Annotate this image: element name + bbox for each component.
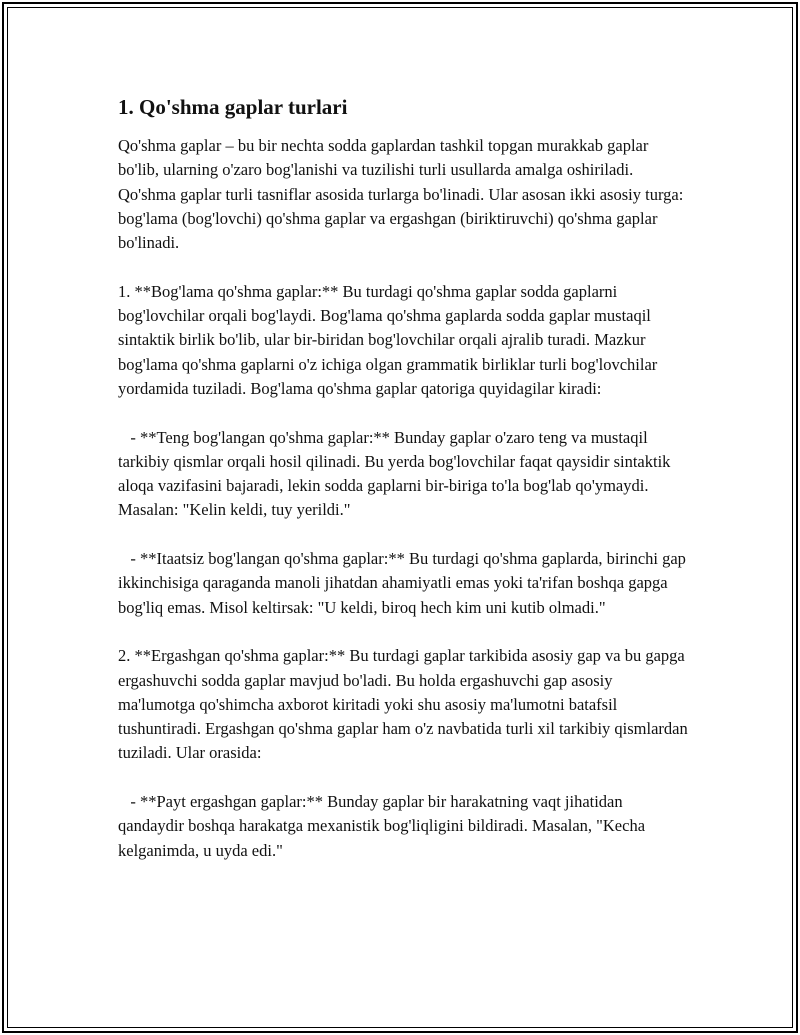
paragraph-equal-linked: - **Teng bog'langan qo'shma gaplar:** Bunday gaplar o'zaro teng va mustaqil tarkibiy qismlar orqali hosil qilinadi. Bu yerda bog'lovchilar faqat qaysidir sintaktik aloqa vazifasini bajaradi, lekin sodda gaplarni bir-biriga to'la bog'lab qo'ymaydi. Masalan: "Kelin keldi, tuy yerildi." <box>118 427 675 520</box>
intro-paragraph: Qo'shma gaplar – bu bir nechta sodda gaplardan tashkil topgan murakkab gaplar bo'lib, ularning o'zaro bog'lanishi va tuzilishi turli usullarda amalga oshiriladi. Qo'shma gaplar turli tasniflar asosida turlarga bo'linadi. Ular asosan ikki asosiy turga: bog'lama (bog'lovchi) qo'shma gaplar va ergashgan (biriktiruvchi) qo'shma gaplar bo'linadi. <box>118 136 688 253</box>
paragraph-subordinate: 2. **Ergashgan qo'shma gaplar:** Bu turdagi gaplar tarkibida asosiy gap va bu gapga ergashuvchi sodda gaplar mavjud bo'ladi. Bu holda ergashuvchi gap asosiy ma'lumotga qo'shimcha axborot kiritadi yoki shu asosiy ma'lumotni batafsil tushuntiradi. Ergashgan qo'shma gaplar ham o'z navbatida turli xil tarkibiy qismlardan tuziladi. Ular orasida: <box>118 646 692 763</box>
section-heading: 1. Qo'shma gaplar turlari <box>118 95 348 119</box>
paragraph-coordinated: 1. **Bog'lama qo'shma gaplar:** Bu turdagi qo'shma gaplar sodda gaplarni bog'lovchilar orqali bog'laydi. Bog'lama qo'shma gaplarda sodda gaplar mustaqil sintaktik birlik bo'lib, ular bir-biridan bog'lovchilar orqali ajralib turadi. Mazkur bog'lama qo'shma gaplarni o'z ichiga olgan grammatik birliklar turli bog'lovchilar yordamida tuziladi. Bog'lama qo'shma gaplar qatoriga quyidagilar kiradi: <box>118 281 662 398</box>
paragraph-time-clause: - **Payt ergashgan gaplar:** Bunday gaplar bir harakatning vaqt jihatidan qandaydir boshqa harakatga mexanistik bog'liqligini bildiradi. Masalan, "Kecha kelganimda, u uyda edi." <box>118 792 650 860</box>
paragraph-unequal-linked: - **Itaatsiz bog'langan qo'shma gaplar:** Bu turdagi qo'shma gaplarda, birinchi gap ikkinchisiga qaraganda manoli jihatdan ahamiyatli emas yoki ta'rifan boshqa gapga bog'liq emas. Misol keltirsak: "U keldi, biroq hech kim uni kutib olmadi." <box>118 549 691 617</box>
document-body <box>118 92 692 887</box>
